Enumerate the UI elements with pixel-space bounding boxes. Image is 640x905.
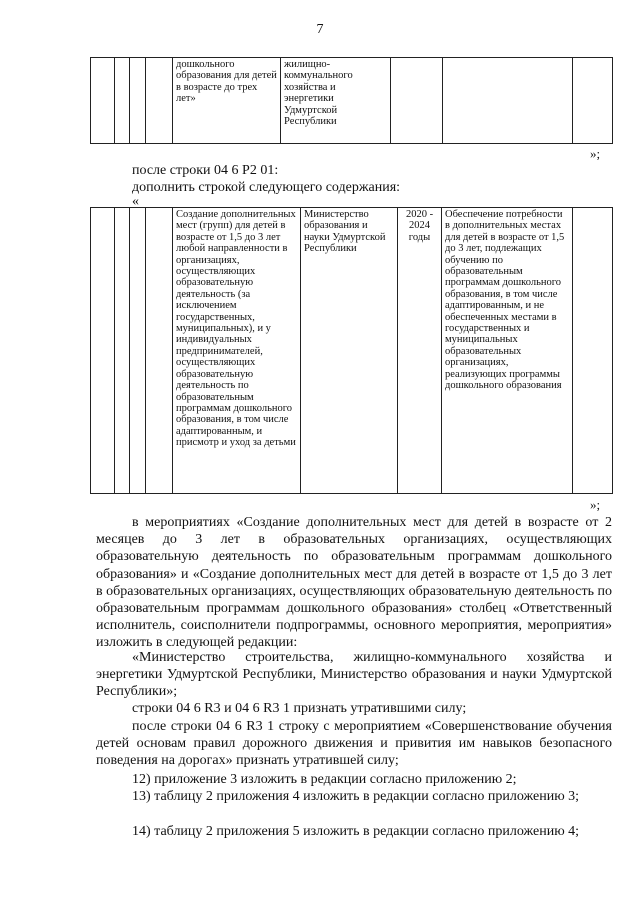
page-number: 7 [316,22,324,37]
paragraph-item-12: 12) приложение 3 изложить в редакции согласно приложению 2; [132,772,517,787]
table-cell [146,58,173,144]
table-cell [130,58,146,144]
table-cell-result: Обеспечение потребности в дополнительных местах для детей в возрасте от 1,5 до 3 лет, подлежащих обучению по образовательным программам дошкольного образования, в том числе адаптированным, и не обеспеченных местами в государственных и муниципальных образовательных организациях, реализующих программы дошкольного образования [442,208,573,494]
table-cell [130,208,146,494]
table-cell [91,58,115,144]
table-cell-period: 2020 - 2024 годы [398,208,442,494]
program-table-continued [90,57,613,144]
table-cell-name: Создание дополнительных мест (групп) для детей в возрасте от 1,5 до 3 лет любой направленности в организациях, осуществляющих образовательную деятельность (за исключением государственных, муниципальных), и у индивидуальных предпринимателей, осуществляющих образовательную деятельность по образовательным программам дошкольного образования, в том числе адаптированным, и присмотр и уход за детьми [173,208,301,494]
program-table-new-row [90,207,613,494]
paragraph-columns-edit: в мероприятиях «Создание дополнительных мест для детей в возрасте от 2 месяцев до 3 лет в образовательных организациях, осуществляющих образовательную деятельность по образовательным программам дошкольного образования» и «Создание дополнительных мест для детей в возрасте от 1,5 до 3 лет в образовательных организациях, осуществляющих образовательную деятельность по образовательным программам дошкольного образования» столбец «Ответственный исполнитель, соисполнители подпрограммы, основного мероприятия, мероприятия» изложить в следующей редакции: [96,515,612,651]
paragraph-new-wording: «Министерство строительства, жилищно-коммунального хозяйства и энергетики Удмуртской Республики, Министерство образования и науки Удмуртской Республики»; [96,650,612,700]
table-cell [146,208,173,494]
add-row-line: дополнить строкой следующего содержания: [132,180,401,195]
table-cell [91,208,115,494]
table-cell [115,58,130,144]
paragraph-item-14: 14) таблицу 2 приложения 5 изложить в редакции согласно приложению 4; [132,824,580,839]
paragraph-item-13: 13) таблицу 2 приложения 4 изложить в редакции согласно приложению 3; [132,789,580,804]
table-cell [443,58,573,144]
closing-quote: »; [590,497,601,512]
table-cell-executor: жилищно-коммунального хозяйства и энергетики Удмуртской Республики [281,58,391,144]
paragraph-row-void: после строки 04 6 R3 1 строку с мероприятием «Совершенствование обучения детей основам правил дорожного движения и привития им навыков безопасного поведения на дорогах» признать утратившей силу; [96,719,612,769]
table-cell [391,58,443,144]
opening-quote: « [132,194,139,209]
closing-quote: »; [590,146,601,161]
paragraph-rows-void: строки 04 6 R3 и 04 6 R3 1 признать утратившими силу; [132,701,467,716]
table-cell [573,58,613,144]
table-cell-executor: Министерство образования и науки Удмуртской Республики [301,208,398,494]
after-row-line: после строки 04 6 Р2 01: [132,163,279,178]
table-row [91,208,613,494]
table-cell [115,208,130,494]
table-cell-name: дошкольного образования для детей в возрасте до трех лет» [173,58,281,144]
table-row [91,58,613,144]
table-cell [573,208,613,494]
